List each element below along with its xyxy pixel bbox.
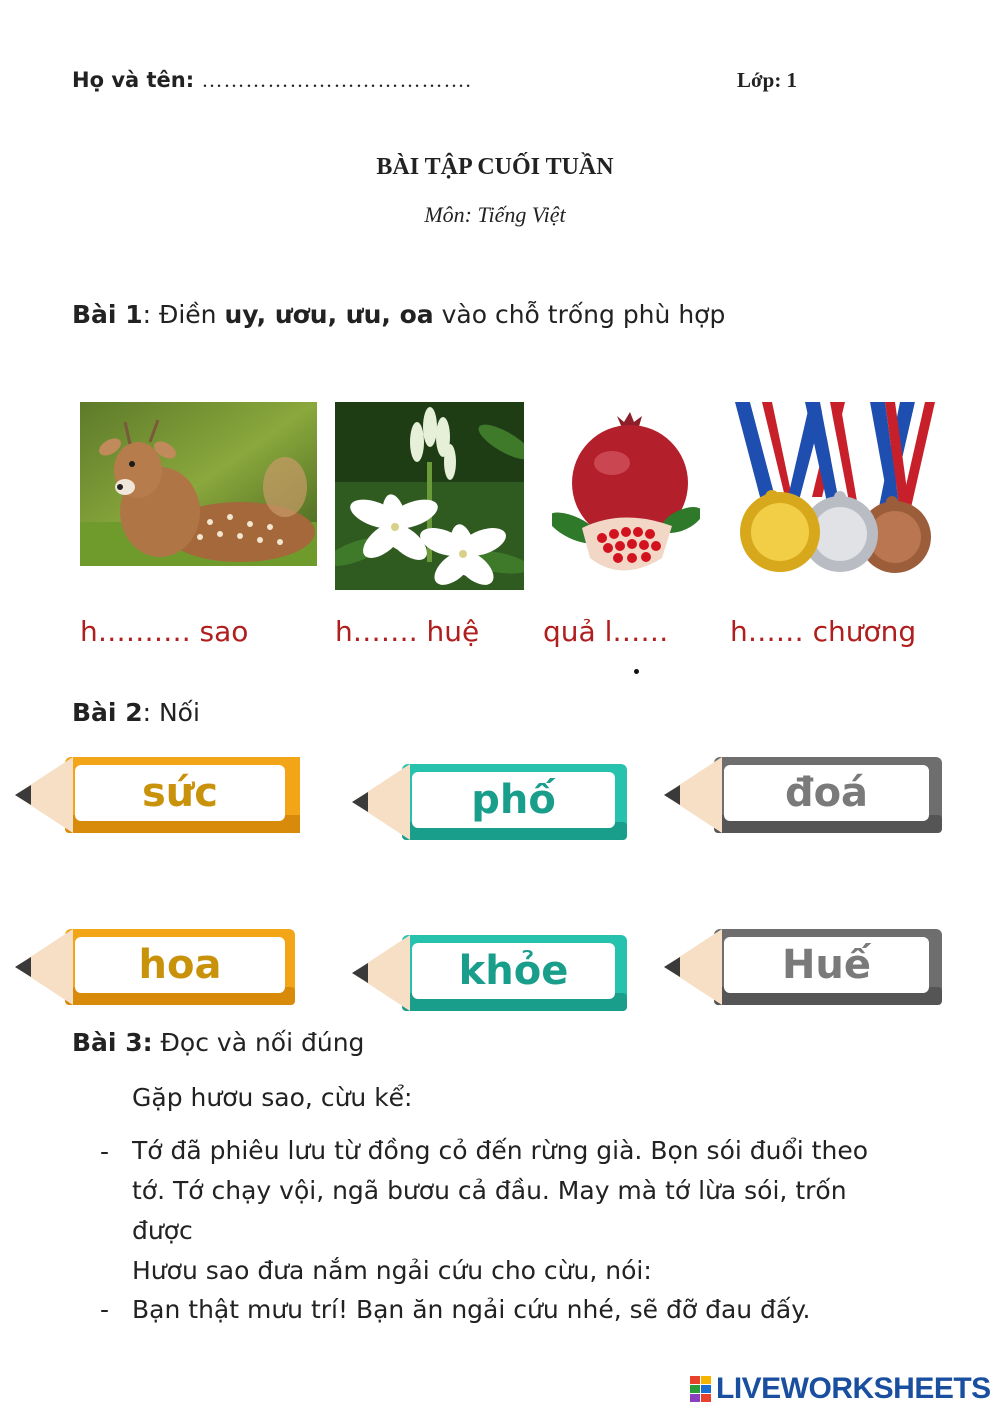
pencil-word: Huế <box>724 937 929 993</box>
pencil-card-hoa[interactable] <box>15 927 300 1007</box>
caption-deer[interactable]: h………. sao <box>80 615 249 648</box>
exercise-1-text: : Điền <box>142 300 225 329</box>
worksheet-title: BÀI TẬP CUỐI TUẦN <box>376 154 614 180</box>
student-name-field <box>72 68 472 93</box>
class-label: Lớp: 1 <box>737 68 798 92</box>
caption-tuberose[interactable]: h……. huệ <box>335 615 480 648</box>
exercise-1-heading <box>72 300 725 329</box>
story-narration: Hươu sao đưa nắm ngải cứu cho cừu, nói: <box>132 1256 652 1285</box>
dash-bullet: - <box>100 1137 110 1166</box>
tuberose-flower-image <box>335 402 524 590</box>
pencil-card-hue[interactable] <box>664 927 949 1007</box>
name-blank[interactable]: ………………………………. <box>201 68 472 92</box>
exercise-2-heading <box>72 698 200 727</box>
worksheet-subtitle: Môn: Tiếng Việt <box>424 202 566 227</box>
stray-dot <box>634 669 639 674</box>
pencil-word: phố <box>412 772 615 828</box>
exercise-3-text: Đọc và nối đúng <box>152 1028 365 1057</box>
pencil-word: sức <box>75 765 285 821</box>
liveworksheets-logo <box>690 1372 991 1406</box>
pencil-card-khoe[interactable] <box>352 933 637 1013</box>
pencil-word: đoá <box>724 765 929 821</box>
exercise-3-label: Bài 3: <box>72 1028 153 1057</box>
exercise-3-heading <box>72 1028 364 1057</box>
liveworksheets-logo-icon <box>690 1376 712 1402</box>
medals-image <box>730 402 935 584</box>
pencil-word: khỏe <box>412 943 615 999</box>
story-line: Tớ đã phiêu lưu từ đồng cỏ đến rừng già. Bọn sói đuổi theo <box>132 1136 868 1165</box>
caption-medals[interactable]: h…… chương <box>730 615 917 648</box>
logo-text: LIVEWORKSHEETS <box>716 1372 991 1405</box>
exercise-1-label: Bài 1 <box>72 300 143 329</box>
story-line: Bạn thật mưu trí! Bạn ăn ngải cứu nhé, sẽ đỡ đau đấy. <box>132 1295 811 1324</box>
deer-image <box>80 402 317 566</box>
dash-bullet: - <box>100 1295 110 1324</box>
name-label: Họ và tên: <box>72 68 195 92</box>
exercise-2-label: Bài 2 <box>72 698 143 727</box>
pencil-card-doa[interactable] <box>664 755 949 835</box>
story-line: tớ. Tớ chạy vội, ngã bươu cả đầu. May mà tớ lừa sói, trốn <box>132 1176 847 1205</box>
pomegranate-image <box>552 408 700 583</box>
pencil-card-suc[interactable] <box>15 755 300 835</box>
exercise-2-text: : Nối <box>142 698 200 727</box>
story-intro: Gặp hươu sao, cừu kể: <box>132 1083 413 1112</box>
pencil-word: hoa <box>75 937 285 993</box>
caption-pomegranate[interactable]: quả l…… <box>543 615 669 648</box>
story-line: được <box>132 1216 193 1245</box>
exercise-1-options: uy, ươu, ưu, oa <box>224 300 434 329</box>
pencil-card-pho[interactable] <box>352 762 637 842</box>
exercise-1-text-end: vào chỗ trống phù hợp <box>433 300 726 329</box>
